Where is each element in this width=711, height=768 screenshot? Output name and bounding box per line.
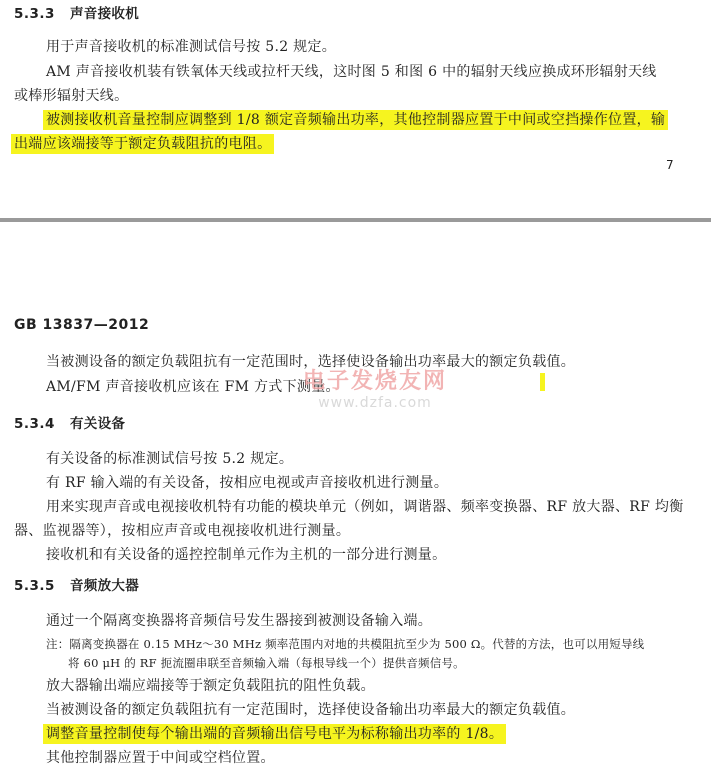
page-number: 7	[666, 158, 674, 172]
document-page-top	[0, 0, 711, 218]
section-title: 有关设备	[70, 416, 126, 432]
watermark-logo: 电子发烧友网	[302, 369, 447, 394]
highlight-marker: 被测接收机音量控制应调整到 1/8 额定音频输出功率，其他控制器应置于中间或空挡操作位置，输	[43, 110, 668, 130]
paragraph-line: 用来实现声音或电视接收机特有功能的模块单元（例如，调谐器、频率变换器、RF 放大器、RF 均衡	[46, 499, 684, 515]
note-line: 注：隔离变换器在 0.15 MHz～30 MHz 频率范围内对地的共模阻抗至少为 500 Ω。代替的方法，也可以用短导线	[46, 637, 645, 651]
paragraph-line: 当被测设备的额定负载阻抗有一定范围时，选择使设备输出功率最大的额定负载值。	[46, 354, 576, 370]
standard-code: GB 13837—2012	[14, 317, 150, 333]
note-line: 将 60 μH 的 RF 扼流圈串联至音频输入端（每根导线一个）提供音频信号。	[68, 656, 465, 670]
section-heading-5-3-4	[14, 415, 125, 433]
paragraph-line: 用于声音接收机的标准测试信号按 5.2 规定。	[46, 39, 337, 55]
watermark-url: www.dzfa.com	[318, 395, 432, 411]
paragraph-line: 有关设备的标准测试信号按 5.2 规定。	[46, 451, 294, 467]
section-title: 声音接收机	[70, 6, 139, 22]
section-title: 音频放大器	[70, 578, 139, 594]
highlighted-line	[46, 111, 668, 129]
paragraph-line: 放大器输出端应端接等于额定负载阻抗的阻性负载。	[46, 678, 375, 694]
document-page-bottom	[0, 222, 711, 768]
highlighted-line	[46, 725, 506, 743]
paragraph-line: 其他控制器应置于中间或空档位置。	[46, 750, 275, 766]
section-number: 5.3.4	[14, 416, 55, 432]
section-number: 5.3.3	[14, 6, 55, 22]
paragraph-line: 或棒形辐射天线。	[14, 88, 129, 104]
paragraph-line: 通过一个隔离变换器将音频信号发生器接到被测设备输入端。	[46, 613, 433, 629]
paragraph-line: 器、监视器等），按相应声音或电视接收机进行测量。	[14, 523, 351, 539]
paragraph-line: AM/FM 声音接收机应该在 FM 方式下测量。	[46, 379, 340, 395]
paragraph-line: AM 声音接收机装有铁氧体天线或拉杆天线，这时图 5 和图 6 中的辐射天线应换成环形辐射天线	[46, 64, 657, 80]
highlight-marker: 出端应该端接等于额定负载阻抗的电阻。	[11, 134, 274, 154]
paragraph-line: 有 RF 输入端的有关设备，按相应电视或声音接收机进行测量。	[46, 475, 449, 491]
paragraph-line: 接收机和有关设备的遥控控制单元作为主机的一部分进行测量。	[46, 547, 447, 563]
section-number: 5.3.5	[14, 578, 55, 594]
highlight-marker: 调整音量控制使每个输出端的音频输出信号电平为标称输出功率的 1/8。	[43, 724, 506, 744]
highlighted-line	[14, 135, 274, 153]
paragraph-line: 当被测设备的额定负载阻抗有一定范围时，选择使设备输出功率最大的额定负载值。	[46, 702, 576, 718]
section-heading-5-3-5	[14, 577, 139, 595]
highlight-cursor-mark	[540, 373, 545, 391]
section-heading-5-3-3	[14, 5, 139, 23]
